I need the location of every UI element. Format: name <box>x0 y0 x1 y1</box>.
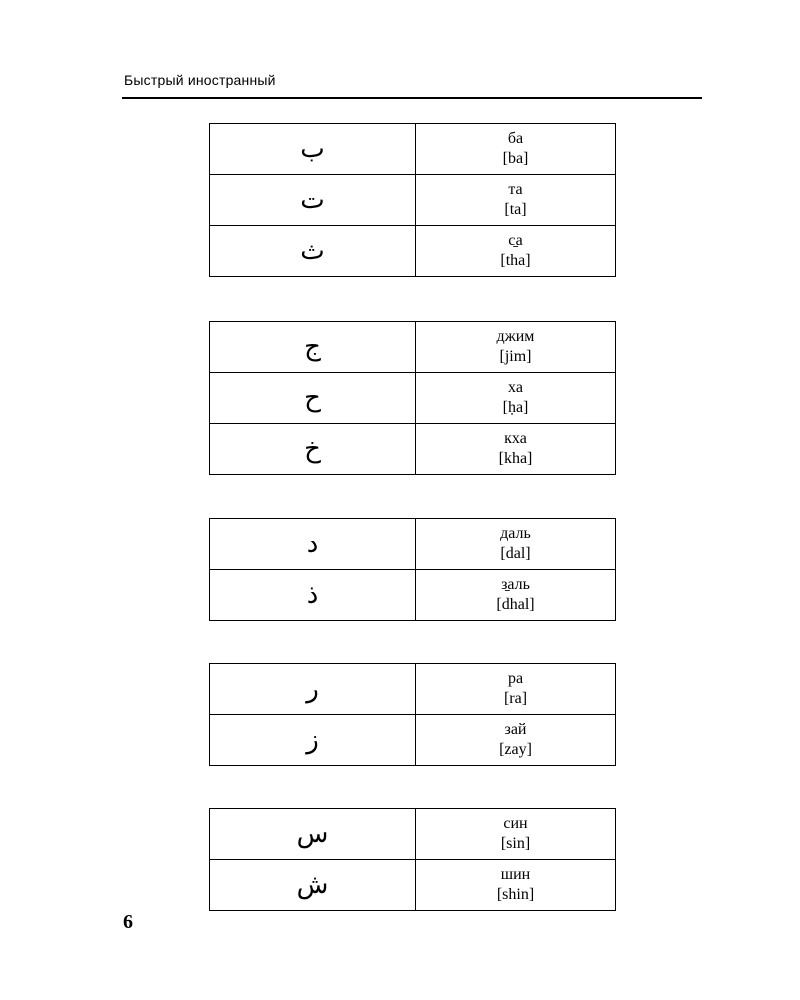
letter-transliteration: [kha] <box>498 450 533 467</box>
letter-name-cyrillic: шин <box>500 866 531 883</box>
letter-table-group-5 <box>209 808 616 911</box>
arabic-letter: ت <box>210 175 416 226</box>
arabic-letter: د <box>210 519 416 570</box>
letter-name-cyrillic: ра <box>507 670 524 687</box>
table-row <box>210 715 616 766</box>
letter-transliteration: [ra] <box>503 690 528 707</box>
letter-name-cell <box>416 175 616 226</box>
letter-transliteration: [dal] <box>500 545 531 562</box>
table-row <box>210 860 616 911</box>
letter-name-cyrillic: та <box>508 181 523 198</box>
letter-table-group-2 <box>209 321 616 475</box>
arabic-letter: خ <box>210 424 416 475</box>
letter-name-cell <box>416 322 616 373</box>
table-row <box>210 519 616 570</box>
letter-name-cell <box>416 860 616 911</box>
table-row <box>210 809 616 860</box>
letter-name-cell <box>416 373 616 424</box>
letter-name-cell <box>416 424 616 475</box>
letter-transliteration: [tha] <box>500 252 531 269</box>
arabic-letter: ز <box>210 715 416 766</box>
letter-name-cyrillic: ба <box>507 130 524 147</box>
letter-transliteration: [ba] <box>502 150 529 167</box>
letter-name-cyrillic: даль <box>500 525 531 542</box>
letter-transliteration: [zay] <box>499 741 532 758</box>
letter-name-cell <box>416 664 616 715</box>
arabic-letter: ث <box>210 226 416 277</box>
letter-name-cell <box>416 124 616 175</box>
arabic-letter: ح <box>210 373 416 424</box>
letter-name-cell <box>416 809 616 860</box>
arabic-letter: ذ <box>210 570 416 621</box>
letter-transliteration: [ta] <box>504 201 527 218</box>
letter-table-group-1 <box>209 123 616 277</box>
letter-name-cyrillic: джим <box>496 328 535 345</box>
running-header-title: Быстрый иностранный <box>124 72 276 88</box>
letter-transliteration: [ḥa] <box>502 399 529 416</box>
header-rule <box>122 97 702 99</box>
arabic-letter: ر <box>210 664 416 715</box>
table-row <box>210 226 616 277</box>
table-row <box>210 373 616 424</box>
letter-name-cyrillic: ха <box>508 379 523 396</box>
letter-transliteration: [dhal] <box>496 596 535 613</box>
page-number: 6 <box>123 911 133 933</box>
arabic-letter: ب <box>210 124 416 175</box>
letter-transliteration: [sin] <box>500 835 531 852</box>
arabic-letter: ش <box>210 860 416 911</box>
table-row <box>210 424 616 475</box>
letter-name-cyrillic: син <box>503 815 528 832</box>
letter-table-group-4 <box>209 663 616 766</box>
table-row <box>210 175 616 226</box>
letter-name-cell <box>416 519 616 570</box>
letter-name-cyrillic: кха <box>504 430 527 447</box>
letter-name-cell <box>416 570 616 621</box>
arabic-letter: ج <box>210 322 416 373</box>
table-row <box>210 570 616 621</box>
table-row <box>210 322 616 373</box>
arabic-letter: س <box>210 809 416 860</box>
letter-name-cell <box>416 715 616 766</box>
letter-table-group-3 <box>209 518 616 621</box>
letter-name-cyrillic: зай <box>504 721 527 738</box>
letter-transliteration: [jim] <box>499 348 532 365</box>
table-row <box>210 664 616 715</box>
letter-name-cell <box>416 226 616 277</box>
letter-transliteration: [shin] <box>496 886 535 903</box>
letter-name-cyrillic: с̱а <box>508 232 523 249</box>
table-row <box>210 124 616 175</box>
letter-name-cyrillic: з̱аль <box>501 576 530 593</box>
